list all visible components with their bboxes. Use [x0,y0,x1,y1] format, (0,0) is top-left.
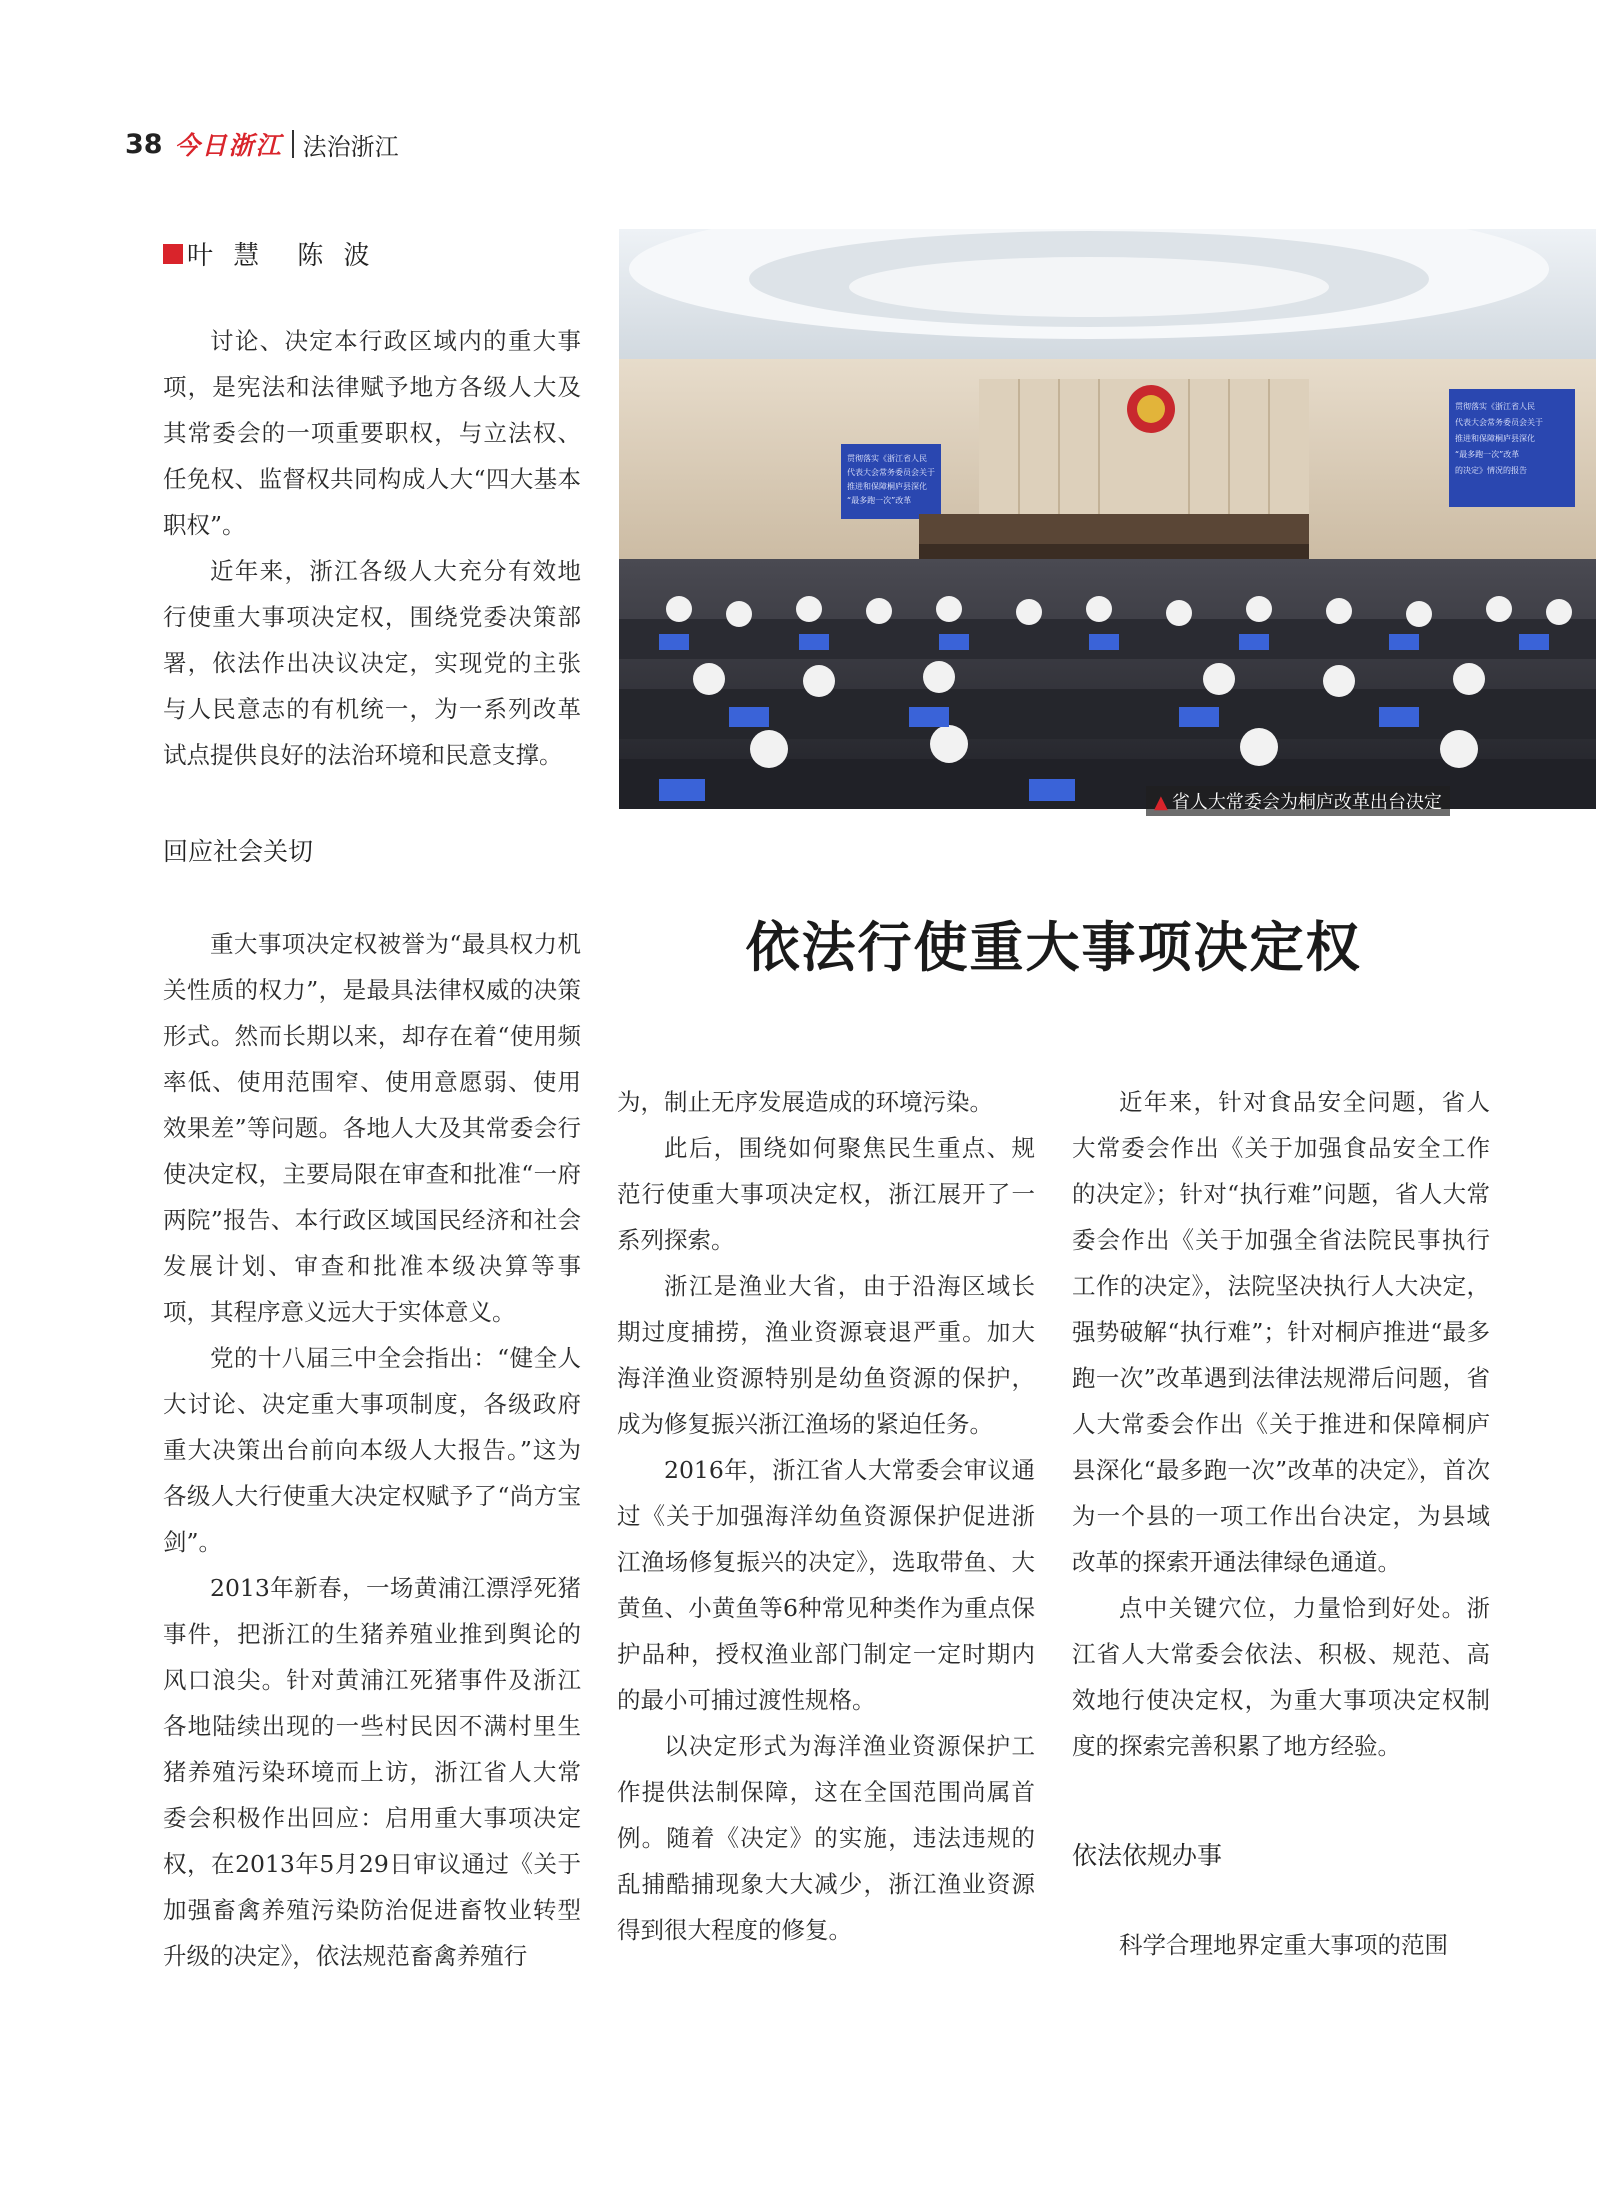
subheading-lawful: 依法依规办事 [1072,1841,1223,1870]
svg-text:推进和保障桐庐县深化: 推进和保障桐庐县深化 [1455,434,1535,443]
paragraph: 为，制止无序发展造成的环境污染。 [617,1088,993,1116]
svg-text:“最多跑一次”改革: “最多跑一次”改革 [847,496,912,505]
page-header [125,122,399,166]
paragraph: 重大事项决定权被誉为“最具权力机关性质的权力”，是最具法律权威的决策形式。然而长期以来，却存在着“使用频率低、使用范围窄、使用意愿弱、使用效果差”等问题。各地人大及其常委会行使决定权，主要局限在审查和批准“一府两院”报告、本行政区域国民经济和社会发展计划、审查和批准本级决算等事项，其程序意义远大于实体意义。 [163,930,581,1326]
subheading-respond: 回应社会关切 [163,837,314,866]
caption-text: 省人大常委会为桐庐改革出台决定 [1171,792,1442,813]
page-number: 38 [125,128,163,160]
paragraph: 讨论、决定本行政区域内的重大事项，是宪法和法律赋予地方各级人大及其常委会的一项重要职权，与立法权、任免权、监督权共同构成人大“四大基本职权”。 [163,327,581,539]
paragraph: 近年来，针对食品安全问题，省人大常委会作出《关于加强食品安全工作的决定》；针对“执行难”问题，省人大常委会作出《关于加强全省法院民事执行工作的决定》，法院坚决执行人大决定，强势破解“执行难”；针对桐庐推进“最多跑一次”改革遇到法律法规滞后问题，省人大常委会作出《关于推进和保障桐庐县深化“最多跑一次”改革的决定》，首次为一个县的一项工作出台决定，为县域改革的探索开通法律绿色通道。 [1072,1088,1490,1576]
author-names: 叶 慧 陈 波 [187,241,376,271]
byline-marker-icon [163,244,183,264]
intro-column [163,318,581,778]
paragraph: 以决定形式为海洋渔业资源保护工作提供法制保障，这在全国范围尚属首例。随着《决定》的实施，违法违规的乱捕酷捕现象大大减少，浙江渔业资源得到很大程度的修复。 [617,1732,1035,1944]
column-right-continued [1072,1922,1490,1968]
svg-text:贯彻落实《浙江省人民: 贯彻落实《浙江省人民 [1455,402,1535,411]
paragraph: 科学合理地界定重大事项的范围 [1119,1931,1448,1959]
paragraph: 点中关键穴位，力量恰到好处。浙江省人大常委会依法、积极、规范、高效地行使决定权，为重大事项决定权制度的探索完善积累了地方经验。 [1072,1594,1490,1760]
paragraph: 浙江是渔业大省，由于沿海区域长期过度捕捞，渔业资源衰退严重。加大海洋渔业资源特别是幼鱼资源的保护，成为修复振兴浙江渔场的紧迫任务。 [617,1272,1035,1438]
caption-triangle-icon: ▲ [1154,792,1168,813]
svg-text:“最多跑一次”改革: “最多跑一次”改革 [1455,450,1520,459]
byline [163,235,376,272]
header-separator [292,130,294,158]
paragraph: 近年来，浙江各级人大充分有效地行使重大事项决定权，围绕党委决策部署，依法作出决议决定，实现党的主张与人民意志的有机统一，为一系列改革试点提供良好的法治环境和民意支撑。 [163,557,581,769]
magazine-logo: 今日浙江 [174,131,283,160]
paragraph: 2013年新春，一场黄浦江漂浮死猪事件，把浙江的生猪养殖业推到舆论的风口浪尖。针对黄浦江死猪事件及浙江各地陆续出现的一些村民因不满村里生猪养殖污染环境而上访，浙江省人大常委会积极作出回应：启用重大事项决定权，在2013年5月29日审议通过《关于加强畜禽养殖污染防治促进畜牧业转型升级的决定》，依法规范畜禽养殖行 [163,1574,581,1970]
paragraph: 党的十八届三中全会指出：“健全人大讨论、决定重大事项制度，各级政府重大决策出台前向本级人大报告。”这为各级人大行使重大决定权赋予了“尚方宝剑”。 [163,1344,581,1556]
svg-text:推进和保障桐庐县深化: 推进和保障桐庐县深化 [847,482,927,491]
photo-caption [1146,786,1450,816]
paragraph: 2016年，浙江省人大常委会审议通过《关于加强海洋幼鱼资源保护促进浙江渔场修复振兴的决定》，选取带鱼、大黄鱼、小黄鱼等6种常见种类作为重点保护品种，授权渔业部门制定一定时期内的最小可捕过渡性规格。 [617,1456,1035,1714]
meeting-photo [619,229,1596,809]
svg-text:代表大会常务委员会关于: 代表大会常务委员会关于 [847,468,935,477]
meeting-hall-illustration [619,229,1596,809]
section-name: 法治浙江 [302,132,399,161]
paragraph: 此后，围绕如何聚焦民生重点、规范行使重大事项决定权，浙江展开了一系列探索。 [617,1134,1035,1254]
svg-text:贯彻落实《浙江省人民: 贯彻落实《浙江省人民 [847,454,927,463]
svg-text:的决定》情况的报告: 的决定》情况的报告 [1455,466,1527,475]
column-middle [617,1079,1035,1953]
column-left [163,921,581,1979]
article-title: 依法行使重大事项决定权 [745,915,1362,979]
column-right [1072,1079,1490,1769]
svg-text:代表大会常务委员会关于: 代表大会常务委员会关于 [1455,418,1543,427]
